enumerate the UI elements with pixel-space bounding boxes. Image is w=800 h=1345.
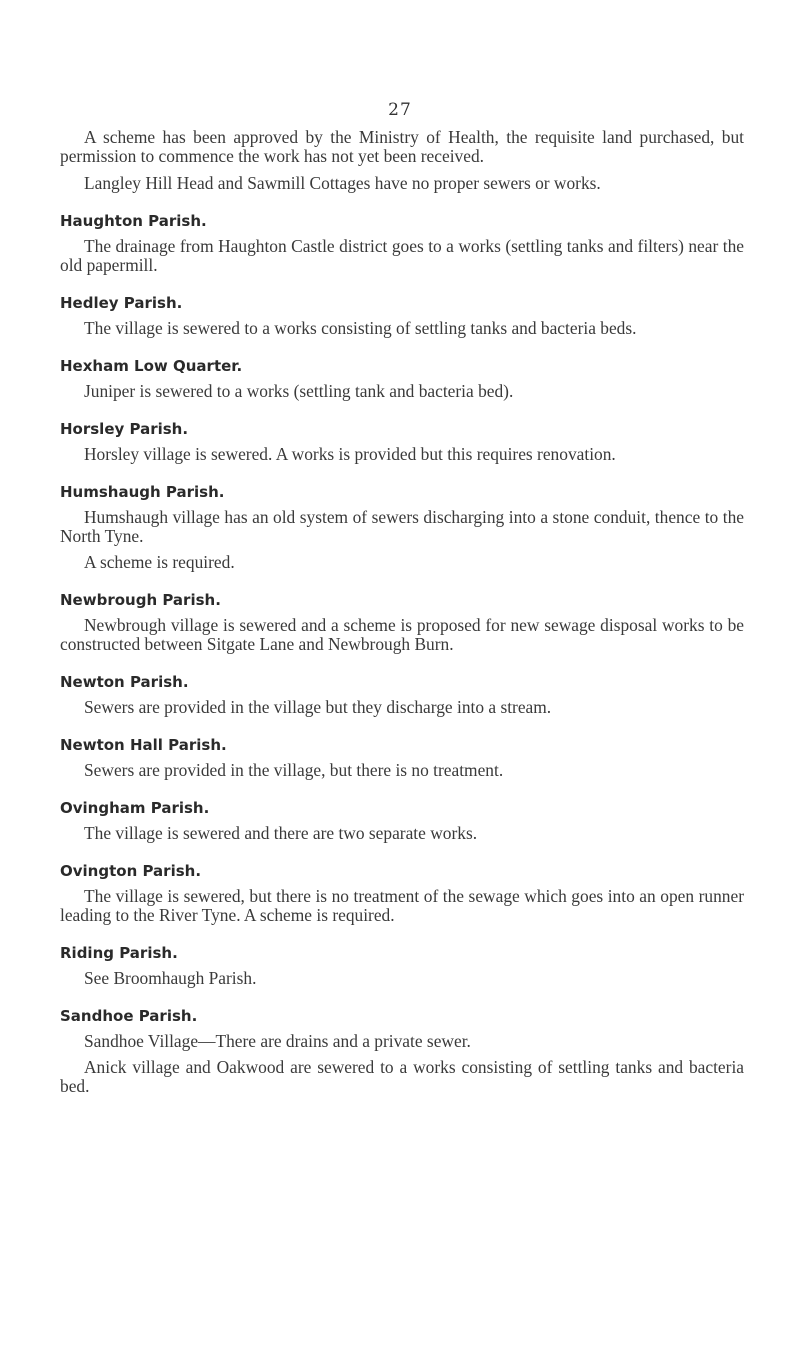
section-paragraph: The village is sewered to a works consisting of settling tanks and bacteria beds. <box>84 318 637 338</box>
intro-paragraph: Langley Hill Head and Sawmill Cottages have no proper sewers or works. <box>84 173 601 193</box>
section-paragraph: Juniper is sewered to a works (settling tank and bacteria bed). <box>84 381 514 401</box>
section-paragraph: Horsley village is sewered. A works is provided but this requires renovation. <box>84 444 616 464</box>
section-heading: Riding Parish. <box>60 944 178 962</box>
section-heading: Newton Hall Parish. <box>60 736 227 754</box>
section-paragraph: Humshaugh village has an old system of sewers discharging into a stone conduit, thence to the North Tyne. <box>60 507 744 546</box>
section-sandhoe <box>60 1007 744 1096</box>
section-paragraph: A scheme is required. <box>84 552 235 572</box>
section-ovington <box>60 862 744 925</box>
section-paragraph: The drainage from Haughton Castle district goes to a works (settling tanks and filters) near the old papermill. <box>60 236 744 275</box>
document-body <box>60 128 744 1096</box>
section-humshaugh <box>60 483 744 572</box>
section-heading: Horsley Parish. <box>60 420 189 438</box>
section-heading: Humshaugh Parish. <box>60 483 225 501</box>
section-heading: Hexham Low Quarter. <box>60 357 243 375</box>
section-riding <box>60 944 744 988</box>
section-newton <box>60 673 744 717</box>
section-horsley <box>60 420 744 464</box>
section-newton-hall <box>60 736 744 780</box>
section-heading: Haughton Parish. <box>60 212 207 230</box>
section-paragraph: The village is sewered and there are two separate works. <box>84 823 478 843</box>
section-heading: Newbrough Parish. <box>60 591 221 609</box>
section-paragraph: Newbrough village is sewered and a scheme is proposed for new sewage disposal works to be constructed between Sitgate Lane and Newbrough Burn. <box>60 615 744 654</box>
section-paragraph: Anick village and Oakwood are sewered to a works consisting of settling tanks and bacteria bed. <box>60 1057 744 1096</box>
section-paragraph: Sewers are provided in the village, but there is no treatment. <box>84 760 504 780</box>
section-paragraph: See Broomhaugh Parish. <box>84 968 257 988</box>
section-heading: Sandhoe Parish. <box>60 1007 198 1025</box>
section-paragraph: The village is sewered, but there is no treatment of the sewage which goes into an open runner leading to the River Tyne. A scheme is required. <box>60 886 744 925</box>
section-hexham-low-quarter <box>60 357 744 401</box>
intro-paragraph: A scheme has been approved by the Ministry of Health, the requisite land purchased, but permission to commence the work has not yet been received. <box>60 127 744 166</box>
section-heading: Newton Parish. <box>60 673 189 691</box>
section-hedley <box>60 294 744 338</box>
section-paragraph: Sewers are provided in the village but they discharge into a stream. <box>84 697 552 717</box>
page-number: 27 <box>388 100 412 120</box>
section-heading: Ovingham Parish. <box>60 799 210 817</box>
section-ovingham <box>60 799 744 843</box>
section-paragraph: Sandhoe Village—There are drains and a private sewer. <box>84 1031 471 1051</box>
section-newbrough <box>60 591 744 654</box>
section-haughton <box>60 212 744 275</box>
section-heading: Hedley Parish. <box>60 294 183 312</box>
section-heading: Ovington Parish. <box>60 862 202 880</box>
